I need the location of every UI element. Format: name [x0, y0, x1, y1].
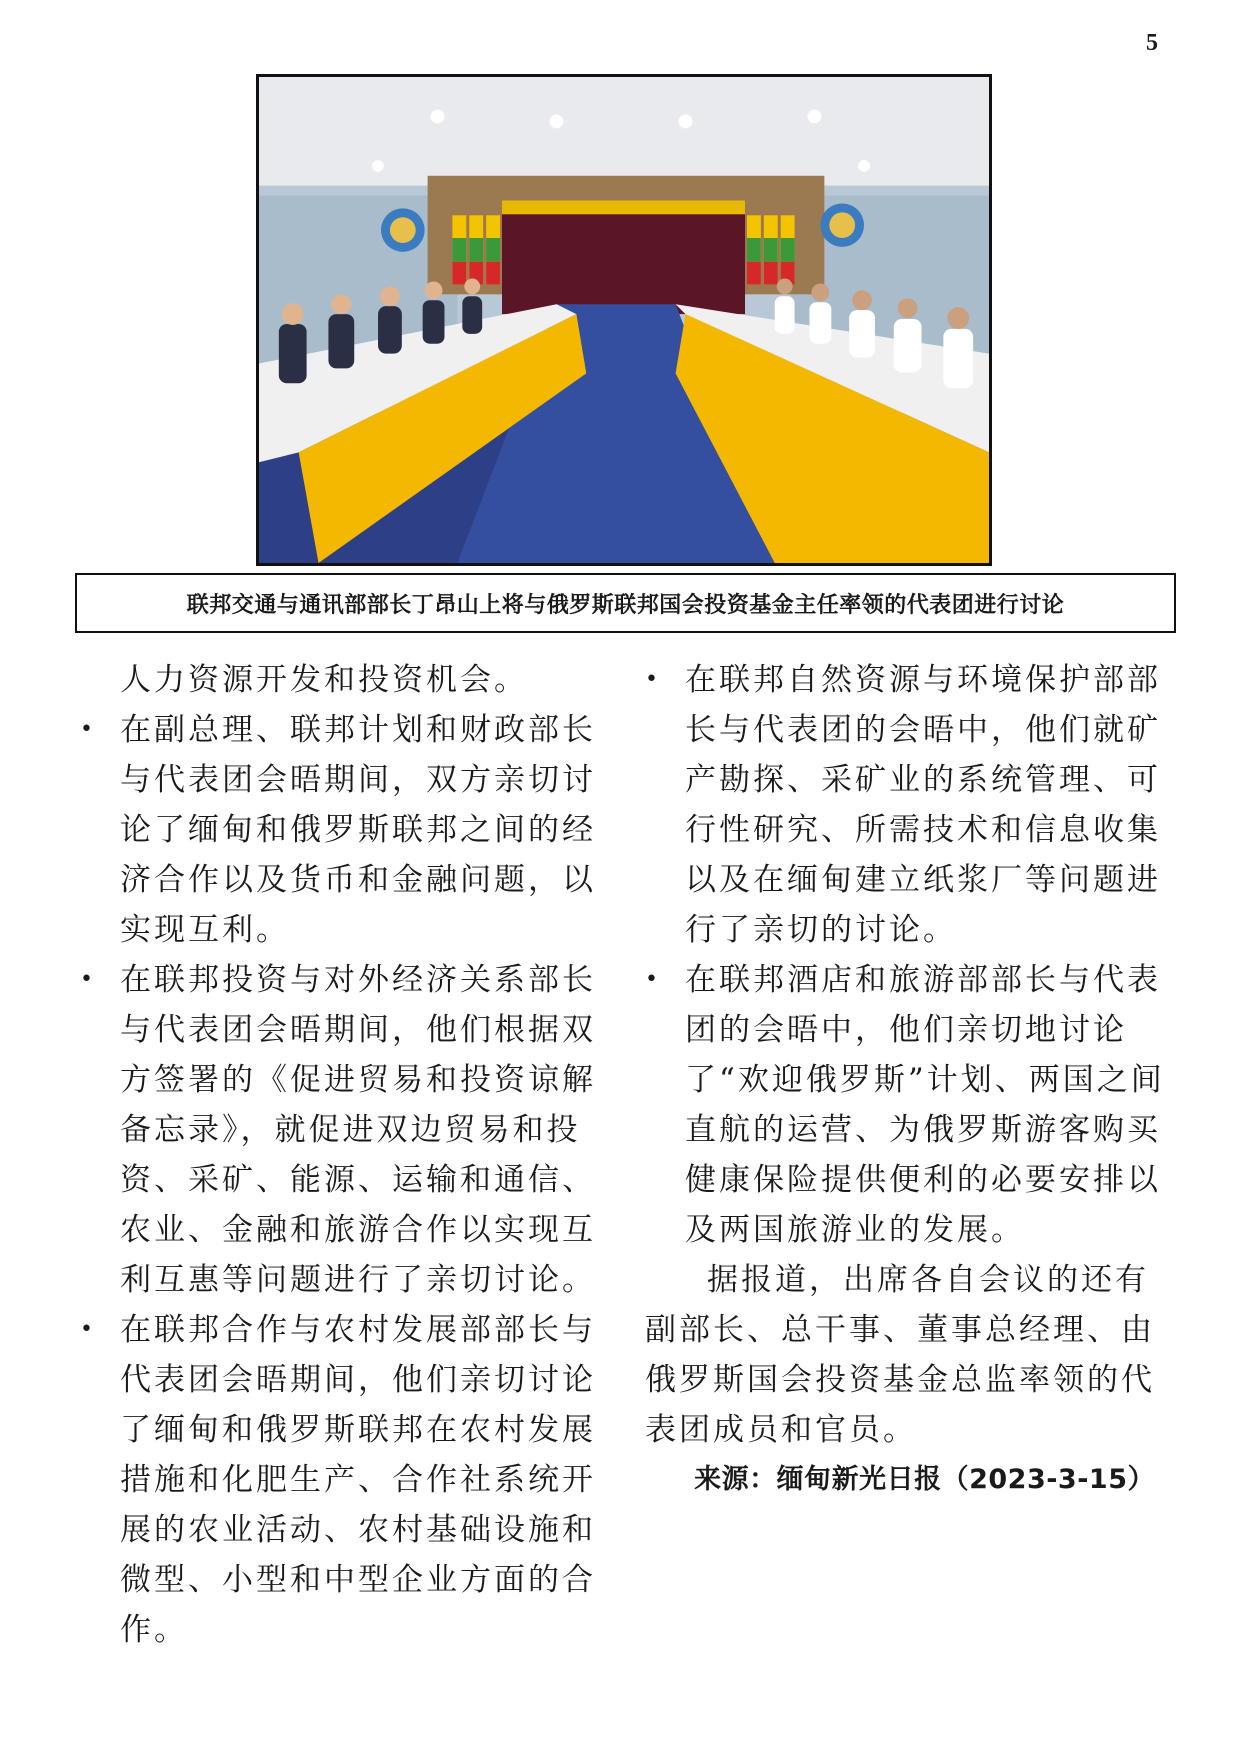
bullet-hotels-tourism: • 在联邦酒店和旅游部部长与代表团的会晤中，他们亲切地讨论了“欢迎俄罗斯”计划、两国之间直航的运营、为俄罗斯游客购买健康保险提供便利的必要安排以及两国旅游业的发展。 — [645, 955, 1165, 1255]
right-column — [645, 655, 1165, 1505]
bullet-cooperatives-rural: • 在联邦合作与农村发展部部长与代表团会晤期间，他们亲切讨论了缅甸和俄罗斯联邦在农村发展措施和化肥生产、合作社系统开展的农业活动、农村基础设施和微型、小型和中型企业方面的合作。 — [80, 1305, 600, 1655]
meeting-room-photo-icon — [259, 77, 989, 563]
meeting-photo — [256, 74, 992, 566]
photo-caption-box — [75, 573, 1176, 633]
photo-caption: 联邦交通与通讯部部长丁昂山上将与俄罗斯联邦国会投资基金主任率领的代表团进行讨论 — [186, 592, 1065, 618]
bullet-planning-finance: • 在副总理、联邦计划和财政部长与代表团会晤期间，双方亲切讨论了缅甸和俄罗斯联邦之间的经济合作以及货币和金融问题，以实现互利。 — [80, 705, 600, 955]
bullet-natural-resources: • 在联邦自然资源与环境保护部部长与代表团的会晤中，他们就矿产勘探、采矿业的系统管理、可行性研究、所需技术和信息收集以及在缅甸建立纸浆厂等问题进行了亲切的讨论。 — [645, 655, 1165, 955]
continuation-text: 人力资源开发和投资机会。 — [120, 662, 528, 698]
page-number: 5 — [1146, 30, 1158, 56]
bullet-investment-foreign-economic: • 在联邦投资与对外经济关系部长与代表团会晤期间，他们根据双方签署的《促进贸易和投资谅解备忘录》，就促进双边贸易和投资、采矿、能源、运输和通信、农业、金融和旅游合作以实现互利互惠等问题进行了亲切讨论。 — [80, 955, 600, 1305]
closing-paragraph: 据报道，出席各自会议的还有副部长、总干事、董事总经理、由俄罗斯国会投资基金总监率领的代表团成员和官员。 — [645, 1262, 1155, 1448]
left-column — [80, 655, 600, 1655]
source-line: 来源：缅甸新光日报（2023-3-15） — [694, 1464, 1155, 1495]
